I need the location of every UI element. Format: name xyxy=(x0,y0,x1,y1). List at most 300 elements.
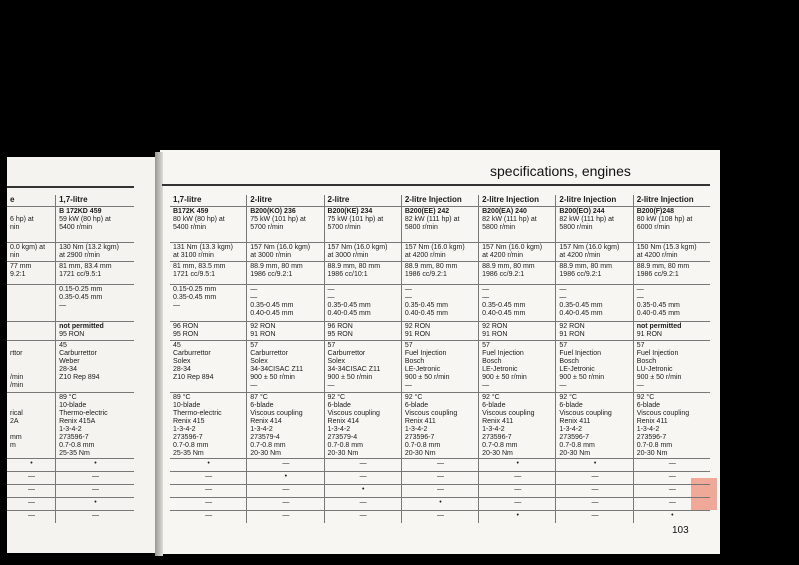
table-cell xyxy=(7,485,56,498)
cell-line: 0.7-0.8 mm xyxy=(559,442,595,449)
table-cell xyxy=(401,511,478,524)
cell-line: 91 RON xyxy=(250,331,276,338)
cell-line: 81 mm, 83.5 mm xyxy=(173,263,226,270)
cell-line: 57 xyxy=(559,342,568,349)
table-row xyxy=(7,341,134,393)
cell-line: • xyxy=(94,499,97,506)
right-header-4: 2-litre Injection xyxy=(479,195,556,207)
cell-line: 20-30 Nm xyxy=(404,450,436,457)
right-spec-table xyxy=(170,195,710,523)
cell-line: — xyxy=(282,512,290,519)
table-cell xyxy=(170,472,247,485)
cell-line: — xyxy=(359,460,367,467)
table-cell xyxy=(324,341,401,393)
cell-line: — xyxy=(205,473,213,480)
cell-line: at 3100 r/min xyxy=(173,252,214,259)
cell-line: 0.15-0.25 mm xyxy=(173,286,217,293)
cell-line: 91 RON xyxy=(636,331,662,338)
cell-line: 6-blade xyxy=(559,402,583,409)
table-row xyxy=(170,341,710,393)
cell-line: Viscous coupling xyxy=(404,410,458,417)
cell-line: — xyxy=(436,512,444,519)
cell-line: Renix 414 xyxy=(327,418,360,425)
table-cell xyxy=(324,322,401,341)
cell-line: Renix 411 xyxy=(482,418,514,425)
table-cell xyxy=(247,498,324,511)
cell-line: 92 °C xyxy=(404,394,423,401)
cell-line: 0.35-0.45 mm xyxy=(250,302,294,309)
cell-line: /min xyxy=(10,382,24,389)
table-row xyxy=(7,485,134,498)
table-row xyxy=(170,322,710,341)
cell-line: 1-3-4-2 xyxy=(636,426,660,433)
cell-line xyxy=(10,323,53,331)
cell-line: 130 Nm (13.2 kgm) xyxy=(59,244,119,251)
cell-line: • xyxy=(516,512,519,519)
cell-line: Bosch xyxy=(559,358,579,365)
cell-line: — xyxy=(591,473,599,480)
cell-line: 20-30 Nm xyxy=(482,450,513,457)
cell-line: 28-34 xyxy=(173,366,191,373)
book-gutter xyxy=(155,152,163,556)
table-cell xyxy=(401,393,478,459)
cell-line: 75 kW (101 hp) at xyxy=(250,216,306,223)
cell-line: 6-blade xyxy=(250,402,274,409)
cell-line: 5800 r/min xyxy=(559,224,593,231)
table-cell xyxy=(479,322,556,341)
cell-line: 0.35-0.45 mm xyxy=(636,302,680,309)
table-row xyxy=(7,472,134,485)
cell-line: 5700 r/min xyxy=(250,224,284,231)
table-cell xyxy=(401,262,478,285)
table-cell xyxy=(479,262,556,285)
table-cell xyxy=(479,285,556,322)
cell-line: — xyxy=(250,382,258,389)
cell-line: 1721 cc/9.5:1 xyxy=(173,271,216,278)
table-cell xyxy=(247,485,324,498)
cell-line xyxy=(10,394,53,402)
table-cell xyxy=(479,243,556,262)
cell-line: nin xyxy=(10,252,20,259)
cell-line: 88.9 mm, 80 mm xyxy=(327,263,381,270)
table-cell xyxy=(247,262,324,285)
table-cell xyxy=(633,262,710,285)
cell-line: — xyxy=(636,294,644,301)
header-rule xyxy=(162,184,710,186)
table-cell xyxy=(633,459,710,472)
cell-line: — xyxy=(282,460,290,467)
cell-line: • xyxy=(361,486,365,493)
table-cell xyxy=(633,472,710,485)
left-header-rule xyxy=(7,186,134,188)
cell-line: — xyxy=(436,486,444,493)
table-cell xyxy=(633,243,710,262)
cell-line: — xyxy=(514,473,522,480)
table-cell xyxy=(479,393,556,459)
cell-line: — xyxy=(250,286,258,293)
cell-line: 5400 r/min xyxy=(59,224,93,231)
cell-line: nin xyxy=(10,224,20,231)
table-cell xyxy=(479,498,556,511)
cell-line: — xyxy=(282,499,290,506)
cell-line: 6-blade xyxy=(404,402,429,409)
cell-line: Carburrettor xyxy=(327,350,366,357)
cell-line: 1986 cc/9.2:1 xyxy=(482,271,525,278)
cell-line: • xyxy=(207,460,210,467)
cell-line xyxy=(59,310,132,318)
table-cell xyxy=(633,498,710,511)
cell-line: — xyxy=(282,486,290,493)
cell-line: • xyxy=(439,499,442,506)
cell-line: 0.40-0.45 mm xyxy=(636,310,680,317)
cell-line: — xyxy=(173,302,180,309)
table-cell xyxy=(401,207,478,243)
cell-line: — xyxy=(668,460,676,467)
cell-line: at 4200 r/min xyxy=(404,252,446,259)
cell-line: Bosch xyxy=(636,358,657,365)
cell-line: — xyxy=(436,460,444,467)
cell-line: — xyxy=(514,499,522,506)
cell-line: — xyxy=(482,286,490,293)
cell-line: 80 kW (108 hp) at xyxy=(636,216,693,223)
cell-line: 900 ± 50 r/min xyxy=(559,374,605,381)
cell-line: 57 xyxy=(404,342,413,349)
cell-line: B200(EA) 240 xyxy=(482,208,527,215)
table-cell xyxy=(247,322,324,341)
cell-line: 6 hp) at xyxy=(10,216,34,223)
table-cell xyxy=(324,393,401,459)
cell-line: — xyxy=(327,294,335,301)
cell-line: 273596-7 xyxy=(173,434,203,441)
cell-line: at 4200 r/min xyxy=(482,252,523,259)
cell-line: — xyxy=(92,512,100,519)
cell-line: 2A xyxy=(10,418,19,425)
right-header-0: 1,7-litre xyxy=(173,195,202,204)
cell-line: 6000 r/min xyxy=(636,224,670,231)
cell-line: 1-3-4-2 xyxy=(250,426,273,433)
table-cell xyxy=(556,472,633,485)
cell-line: Solex xyxy=(250,358,268,365)
table-cell xyxy=(556,285,633,322)
cell-line: 20-30 Nm xyxy=(636,450,668,457)
table-row xyxy=(170,485,710,498)
table-cell xyxy=(556,207,633,243)
cell-line: 1-3-4-2 xyxy=(327,426,351,433)
cell-line: at 2900 r/min xyxy=(59,252,100,259)
table-cell xyxy=(324,472,401,485)
cell-line: 34-34CISAC Z11 xyxy=(327,366,381,373)
cell-line: 82 kW (111 hp) at xyxy=(404,216,460,223)
table-row xyxy=(7,322,134,341)
cell-line: — xyxy=(205,486,213,493)
table-cell xyxy=(170,485,247,498)
cell-line: 0.40-0.45 mm xyxy=(327,310,371,317)
table-cell xyxy=(633,511,710,524)
cell-line: B200(EE) 242 xyxy=(404,208,450,215)
cell-line: B 172KD 459 xyxy=(59,208,102,215)
cell-line: 0.7-0.8 mm xyxy=(327,442,363,449)
table-cell xyxy=(401,285,478,322)
cell-line: at 3000 r/min xyxy=(327,252,369,259)
cell-line: — xyxy=(359,499,367,506)
cell-line: LE-Jetronic xyxy=(404,366,441,373)
cell-line: 1-3-4-2 xyxy=(482,426,505,433)
cell-line: 92 °C xyxy=(327,394,346,401)
cell-line: 20-30 Nm xyxy=(559,450,591,457)
cell-line: B200(EO) 244 xyxy=(559,208,605,215)
cell-line: • xyxy=(284,473,288,480)
cell-line: B172K 459 xyxy=(173,208,209,215)
cell-line: 9.2:1 xyxy=(10,271,26,278)
cell-line: 80 kW (80 hp) at xyxy=(173,216,225,223)
cell-line: — xyxy=(327,382,335,389)
table-cell xyxy=(56,243,134,262)
table-cell xyxy=(247,341,324,393)
table-cell xyxy=(56,393,134,459)
cell-line: B200(KE) 234 xyxy=(327,208,373,215)
cell-line: 900 ± 50 r/min xyxy=(636,374,682,381)
cell-line xyxy=(10,208,53,216)
cell-line: 81 mm, 83.4 mm xyxy=(59,263,112,270)
cell-line: at 3000 r/min xyxy=(250,252,292,259)
table-cell xyxy=(324,485,401,498)
cell-line: 77 mm xyxy=(10,263,32,270)
table-cell xyxy=(170,459,247,472)
table-cell xyxy=(324,207,401,243)
cell-line: 157 Nm (16.0 kgm) xyxy=(559,244,620,251)
table-cell xyxy=(556,262,633,285)
cell-line: Fuel Injection xyxy=(404,350,447,357)
cell-line: Renix 411 xyxy=(559,418,591,425)
table-cell xyxy=(7,207,56,243)
cell-line: — xyxy=(591,512,599,519)
table-cell xyxy=(324,262,401,285)
right-header-3: 2-litre Injection xyxy=(401,195,478,207)
cell-line: — xyxy=(359,512,367,519)
table-row xyxy=(170,262,710,285)
table-cell xyxy=(170,511,247,524)
table-cell xyxy=(247,285,324,322)
table-row xyxy=(7,243,134,262)
cell-line: mm xyxy=(10,434,22,441)
table-row xyxy=(7,498,134,511)
table-cell xyxy=(401,472,478,485)
right-header-6: 2-litre Injection xyxy=(633,195,710,207)
cell-line: not permitted xyxy=(636,323,682,330)
cell-line: 273596-7 xyxy=(559,434,589,441)
cell-line xyxy=(10,342,53,350)
cell-line: 88.9 mm, 80 mm xyxy=(404,263,458,270)
table-cell xyxy=(479,459,556,472)
table-cell xyxy=(247,243,324,262)
table-cell xyxy=(56,322,134,341)
cell-line: LE-Jetronic xyxy=(482,366,518,373)
cell-line: 82 kW (111 hp) at xyxy=(559,216,615,223)
cell-line: 900 ± 50 r/min xyxy=(250,374,295,381)
cell-line: 91 RON xyxy=(404,331,431,338)
page-title: specifications, engines xyxy=(490,163,631,179)
cell-line: 150 Nm (15.3 kgm) xyxy=(636,244,697,251)
cell-line: 0.7-0.8 mm xyxy=(636,442,673,449)
table-row xyxy=(7,285,134,322)
cell-line: at 4200 r/min xyxy=(636,252,678,259)
table-cell xyxy=(324,511,401,524)
table-cell xyxy=(556,459,633,472)
cell-line: Viscous coupling xyxy=(250,410,303,417)
cell-line: 273596-7 xyxy=(59,434,89,441)
cell-line: — xyxy=(636,286,644,293)
table-cell xyxy=(401,498,478,511)
cell-line: 1986 cc/9.2:1 xyxy=(404,271,447,278)
cell-line: 0.7-0.8 mm xyxy=(250,442,286,449)
cell-line: 88.9 mm, 80 mm xyxy=(636,263,690,270)
cell-line: 92 °C xyxy=(482,394,500,401)
cell-line: 92 RON xyxy=(482,323,508,330)
cell-line: 0.7-0.8 mm xyxy=(482,442,518,449)
cell-line: Fuel Injection xyxy=(559,350,602,357)
table-cell xyxy=(556,498,633,511)
cell-line: — xyxy=(28,499,36,506)
table-cell xyxy=(401,485,478,498)
cell-line: /min xyxy=(10,374,24,381)
cell-line: 157 Nm (16.0 kgm) xyxy=(327,244,388,251)
cell-line: 6-blade xyxy=(636,402,661,409)
table-cell xyxy=(247,472,324,485)
cell-line: — xyxy=(59,302,67,309)
cell-line: — xyxy=(514,486,522,493)
cell-line: — xyxy=(92,473,100,480)
cell-line: 82 kW (111 hp) at xyxy=(482,216,537,223)
cell-line: • xyxy=(593,460,597,467)
cell-line: 0.7-0.8 mm xyxy=(404,442,441,449)
table-cell xyxy=(401,459,478,472)
cell-line: Fuel Injection xyxy=(636,350,679,357)
cell-line: — xyxy=(359,473,367,480)
table-row xyxy=(7,262,134,285)
cell-line: Thermo-electric xyxy=(173,410,222,417)
cell-line: 92 °C xyxy=(559,394,577,401)
cell-line: 92 RON xyxy=(250,323,276,330)
table-cell xyxy=(633,341,710,393)
cell-line: 5800 r/min xyxy=(482,224,516,231)
cell-line: 88.9 mm, 80 mm xyxy=(250,263,303,270)
cell-line: 273579-4 xyxy=(327,434,358,441)
cell-line xyxy=(10,402,53,410)
cell-line: 1-3-4-2 xyxy=(559,426,582,433)
left-header-1: 1,7-litre xyxy=(56,195,134,207)
cell-line: 0.40-0.45 mm xyxy=(404,310,448,317)
cell-line: Z10 Rep 894 xyxy=(173,374,214,381)
table-cell xyxy=(556,243,633,262)
table-cell xyxy=(56,485,134,498)
table-row xyxy=(170,207,710,243)
cell-line: 57 xyxy=(250,342,259,349)
cell-line: — xyxy=(668,473,676,480)
cell-line: Renix 415A xyxy=(59,418,96,425)
cell-line: 95 RON xyxy=(327,331,353,338)
cell-line: 45 xyxy=(173,342,181,349)
table-cell xyxy=(556,322,633,341)
table-row xyxy=(170,243,710,262)
cell-line: 900 ± 50 r/min xyxy=(327,374,373,381)
cell-line: 0.35-0.45 mm xyxy=(559,302,603,309)
cell-line: 20-30 Nm xyxy=(327,450,359,457)
table-cell xyxy=(324,459,401,472)
table-cell xyxy=(170,498,247,511)
cell-line: 157 Nm (16.0 kgm) xyxy=(404,244,465,251)
cell-line: 273596-7 xyxy=(482,434,512,441)
page-number: 103 xyxy=(672,525,689,536)
cell-line xyxy=(10,286,53,294)
cell-line: Z10 Rep 894 xyxy=(59,374,100,381)
cell-line: 28-34 xyxy=(59,366,77,373)
cell-line: Bosch xyxy=(404,358,425,365)
cell-line: 5700 r/min xyxy=(327,224,361,231)
cell-line: rttor xyxy=(10,350,23,357)
table-cell xyxy=(7,285,56,322)
cell-line: 0.0 kgm) at xyxy=(10,244,46,251)
cell-line: — xyxy=(404,294,412,301)
cell-line: Renix 415 xyxy=(173,418,205,425)
cell-line: Renix 414 xyxy=(250,418,282,425)
cell-line: 95 RON xyxy=(173,331,199,338)
cell-line: Viscous coupling xyxy=(327,410,380,417)
cell-line: 6-blade xyxy=(482,402,506,409)
table-cell xyxy=(556,485,633,498)
cell-line: LE-Jetronic xyxy=(559,366,595,373)
cell-line: — xyxy=(559,382,567,389)
cell-line: — xyxy=(28,512,36,519)
table-cell xyxy=(633,285,710,322)
cell-line: 25-35 Nm xyxy=(59,450,90,457)
cell-line: 95 RON xyxy=(59,331,85,338)
cell-line: — xyxy=(436,473,444,480)
cell-line: m xyxy=(10,442,16,449)
table-cell xyxy=(170,207,247,243)
cell-line: 96 RON xyxy=(327,323,353,330)
cell-line: • xyxy=(516,460,519,467)
cell-line: 5400 r/min xyxy=(173,224,207,231)
table-cell xyxy=(247,393,324,459)
cell-line: 0.35-0.45 mm xyxy=(404,302,448,309)
table-cell xyxy=(247,207,324,243)
cell-line: Viscous coupling xyxy=(559,410,612,417)
cell-line: Fuel Injection xyxy=(482,350,524,357)
table-cell xyxy=(556,393,633,459)
left-header-0: e xyxy=(10,195,15,204)
table-row xyxy=(7,393,134,459)
table-cell xyxy=(324,243,401,262)
cell-line: — xyxy=(668,486,676,493)
cell-line: — xyxy=(28,486,36,493)
table-cell xyxy=(556,341,633,393)
table-cell xyxy=(7,243,56,262)
cell-line: Thermo-electric xyxy=(59,410,108,417)
cell-line: 0.35-0.45 mm xyxy=(482,302,526,309)
cell-line: Solex xyxy=(173,358,191,365)
cell-line: 92 RON xyxy=(559,323,585,330)
table-row xyxy=(7,459,134,472)
table-cell xyxy=(479,472,556,485)
cell-line: Carburrettor xyxy=(250,350,288,357)
cell-line: 273596-7 xyxy=(636,434,667,441)
cell-line: — xyxy=(404,382,412,389)
table-cell xyxy=(633,393,710,459)
table-cell xyxy=(7,511,56,524)
table-row xyxy=(7,207,134,243)
table-row xyxy=(170,393,710,459)
cell-line: — xyxy=(591,499,599,506)
